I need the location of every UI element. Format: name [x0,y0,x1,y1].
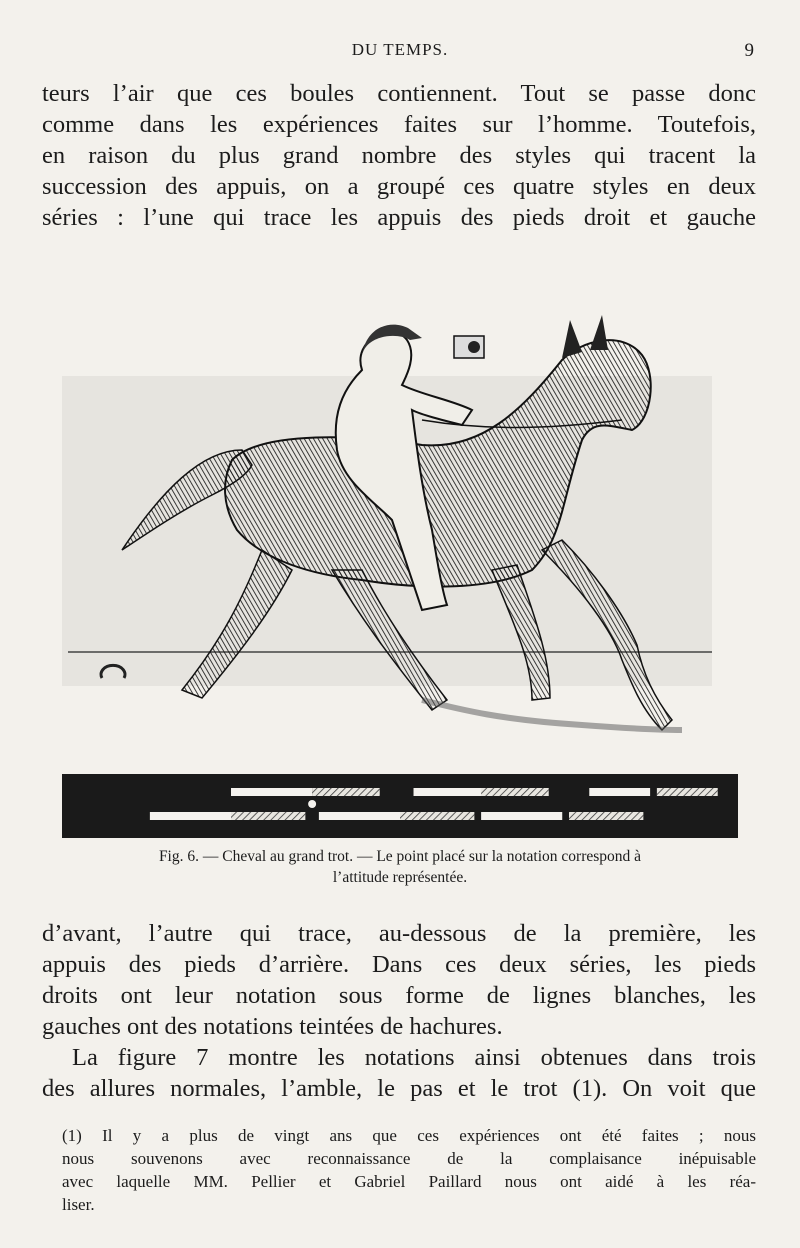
running-title: DU TEMPS. [351,40,449,59]
text-line: succession des appuis, on a groupé ces quatre styles en deux [42,173,756,200]
footnote-line: nous souvenons avec reconnaissance de la complaisance inépuisable [62,1149,756,1168]
notation-mark-hatched [400,812,474,820]
notation-mark-hatched [312,788,380,796]
footnote-line: (1) Il y a plus de vingt ans que ces expériences ont été faites ; nous [62,1126,756,1145]
notation-mark-hatched [657,788,718,796]
notation-background [62,774,738,838]
top-paragraph [42,78,756,233]
figure-6 [62,300,738,840]
text-line: séries : l’une qui trace les appuis des pieds droit et gauche [42,204,756,231]
text-line: en raison du plus grand nombre des styles qui tracent la [42,142,756,169]
notation-mark-hatched [569,812,643,820]
notation-mark-white [319,812,400,820]
text-line: gauches ont des notations teintées de hachures. [42,1013,503,1040]
text-line: des allures normales, l’amble, le pas et le trot (1). On voit que [42,1075,756,1102]
notation-mark-white [589,788,650,796]
page-number: 9 [744,40,754,61]
caption-line: l’attitude représentée. [332,869,468,886]
notation-strip [62,774,738,838]
second-paragraph [42,1042,756,1104]
horse-engraving [62,300,738,840]
notation-mark-hatched [481,788,549,796]
attitude-dot [308,800,316,808]
text-line: droits ont leur notation sous forme de lignes blanches, les [42,982,756,1009]
notation-mark-white [481,812,562,820]
notation-mark-hatched [231,812,305,820]
notation-mark-white [150,812,231,820]
text-line: d’avant, l’autre qui trace, au-dessous de la première, les [42,920,756,947]
text-line: teurs l’air que ces boules contiennent. Tout se passe donc [42,80,756,107]
running-head [0,40,800,66]
text-line: La figure 7 montre les notations ainsi obtenues dans trois [72,1044,756,1071]
caption-line: Fig. 6. — Cheval au grand trot. — Le point placé sur la notation correspond à [158,848,642,865]
notation-mark-white [231,788,312,796]
text-line: appuis des pieds d’arrière. Dans ces deux séries, les pieds [42,951,756,978]
text-line: comme dans les expériences faites sur l’homme. Toutefois, [42,111,756,138]
body-paragraph [42,918,756,1042]
footnote-line: avec laquelle MM. Pellier et Gabriel Paillard nous ont aidé à les réa- [62,1172,756,1191]
figure-caption [62,846,738,888]
footnote-line: liser. [62,1195,95,1214]
camera-lens-icon [468,341,480,353]
footnote [62,1124,756,1216]
